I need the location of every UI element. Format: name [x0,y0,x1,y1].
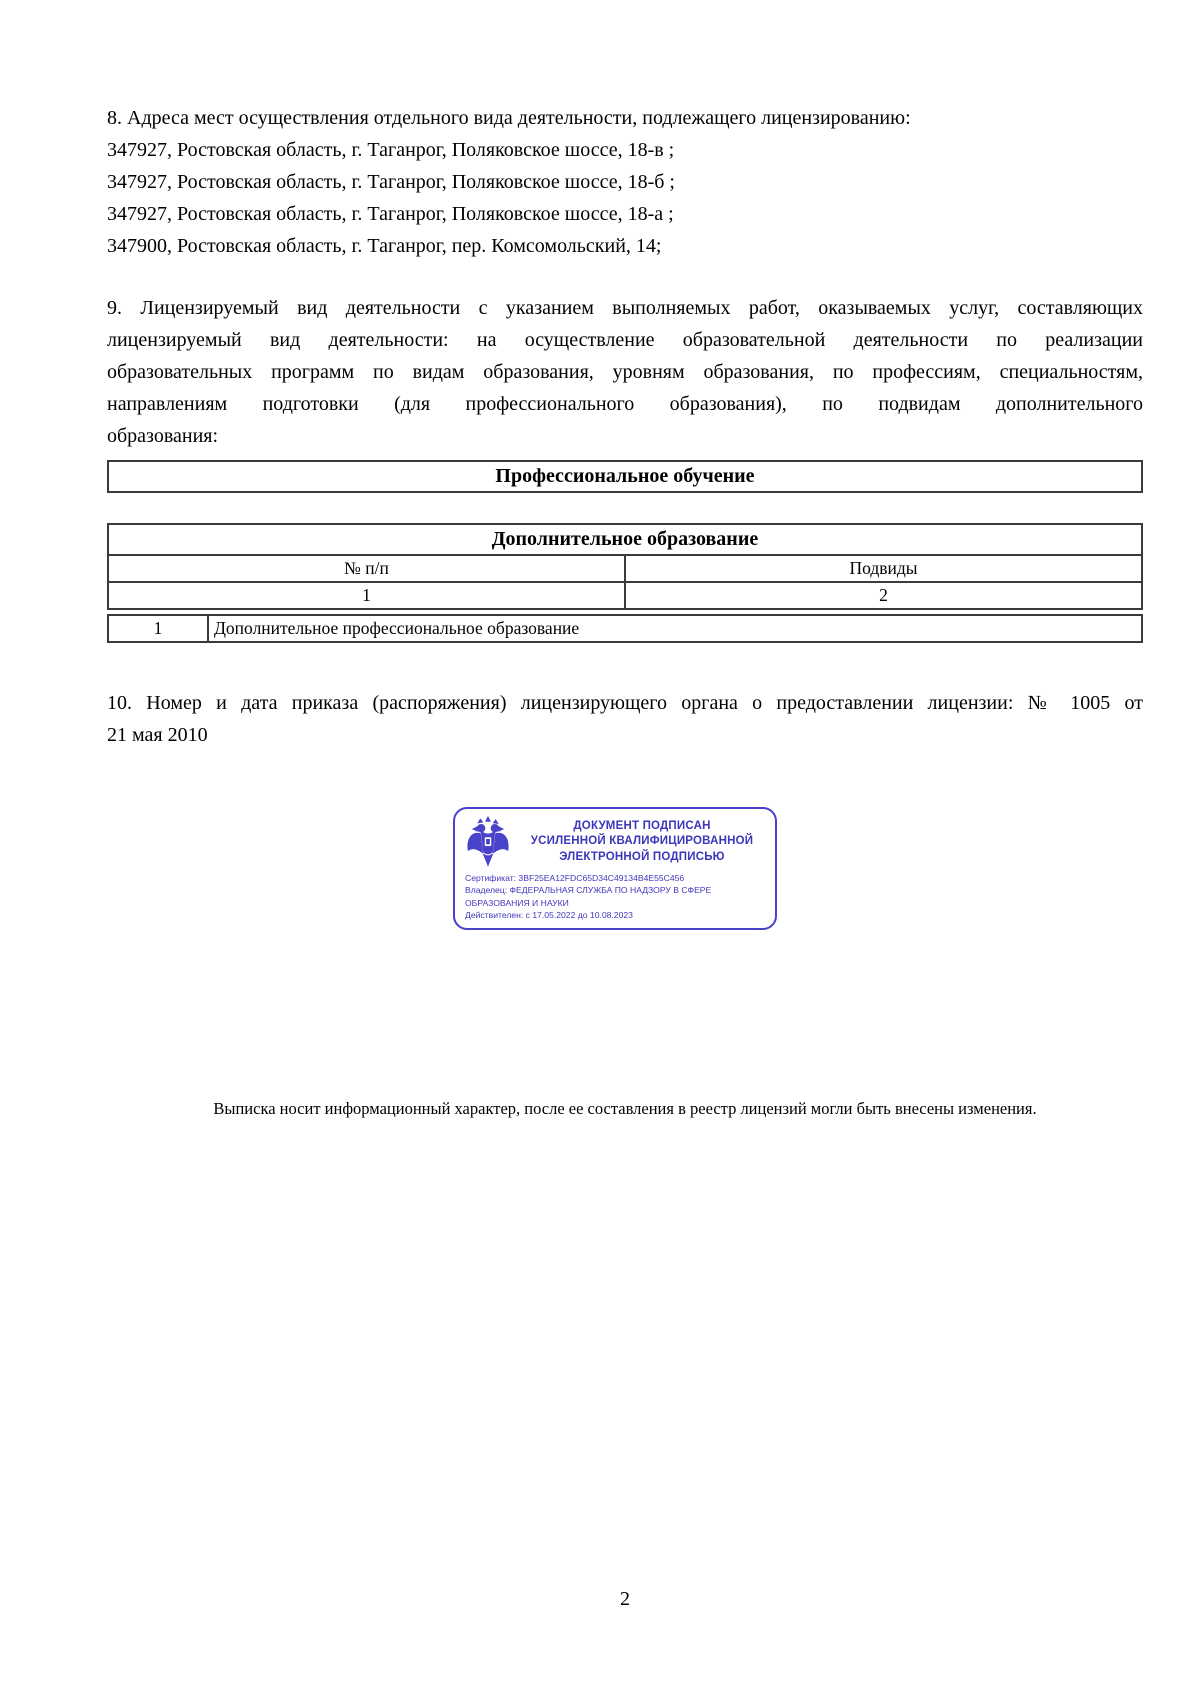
additional-education-table [107,523,1143,610]
professional-training-title: Профессиональное обучение [108,461,1142,492]
section-9-line: образования: [107,425,219,447]
digital-signature-stamp [453,807,777,930]
address-line: 347927, Ростовская область, г. Таганрог, Поляковское шоссе, 18-в ; [107,139,675,161]
section-9-line: 9. Лицензируемый вид деятельности с указанием выполняемых работ, оказываемых услуг, составляющих [107,297,1143,319]
column-header-num: № п/п [108,555,625,582]
page-number: 2 [620,1588,630,1610]
stamp-owner: Владелец: ФЕДЕРАЛЬНАЯ СЛУЖБА ПО НАДЗОРУ В СФЕРЕ ОБРАЗОВАНИЯ И НАУКИ [465,885,712,908]
document-page-content [107,0,1143,1120]
column-number-cell: 1 [108,582,625,609]
section-9-line: направлениям подготовки (для профессионального образования), по подвидам дополнительного [107,393,1143,415]
stamp-title [519,819,765,865]
stamp-title-line: ДОКУМЕНТ ПОДПИСАН [573,819,711,832]
professional-training-table [107,460,1143,493]
stamp-title-line: ЭЛЕКТРОННОЙ ПОДПИСЬЮ [559,850,725,863]
table-row [108,524,1142,555]
stamp-certificate: Сертификат: 3BF25EA12FDC65D34C49134B4E55C456 [465,873,685,883]
section-10 [107,687,1143,751]
address-line: 347927, Ростовская область, г. Таганрог, Поляковское шоссе, 18-б ; [107,171,675,193]
section-9-line: лицензируемый вид деятельности: на осуществление образовательной деятельности по реализации [107,329,1143,351]
table-row [108,461,1142,492]
double-headed-eagle-icon [465,816,511,868]
section-8 [107,102,1143,262]
table-column-number-row [108,582,1142,609]
address-line: 347900, Ростовская область, г. Таганрог, пер. Комсомольский, 14; [107,235,662,257]
row-number-cell: 1 [108,615,208,642]
section-8-heading: 8. Адреса мест осуществления отдельного вида деятельности, подлежащего лицензированию: [107,107,911,129]
table-row [108,615,1142,642]
section-10-line: 10. Номер и дата приказа (распоряжения) лицензирующего органа о предоставлении лицензии: № 1005 от [107,692,1143,714]
section-9 [107,292,1143,452]
section-9-line: образовательных программ по видам образования, уровням образования, по профессиям, специальностям, [107,361,1143,383]
stamp-details [465,872,765,922]
address-line: 347927, Ростовская область, г. Таганрог, Поляковское шоссе, 18-а ; [107,203,674,225]
additional-education-data-table [107,614,1143,643]
additional-education-title: Дополнительное образование [108,524,1142,555]
table-header-row [108,555,1142,582]
footer-note: Выписка носит информационный характер, после ее составления в реестр лицензий могли быть внесены изменения. [213,1098,1037,1118]
stamp-title-line: УСИЛЕННОЙ КВАЛИФИЦИРОВАННОЙ [530,835,754,848]
subtype-cell: Дополнительное профессиональное образование [208,615,1142,642]
column-header-subtypes: Подвиды [625,555,1142,582]
column-number-cell: 2 [625,582,1142,609]
stamp-validity: Действителен: с 17.05.2022 до 10.08.2023 [465,910,633,921]
section-10-line: 21 мая 2010 [107,724,208,746]
stamp-header [465,816,765,868]
